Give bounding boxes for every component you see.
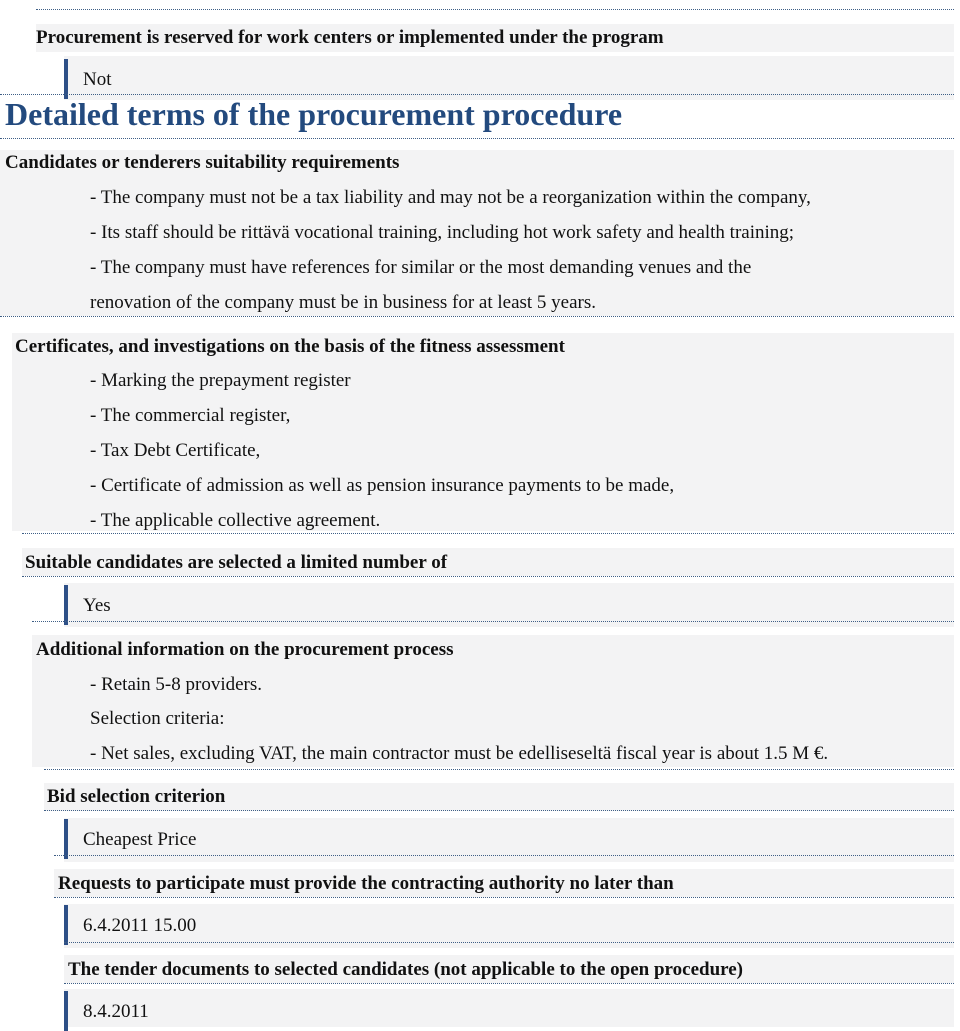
suitability-line: - Its staff should be rittävä vocational training, including hot work safety and health training;: [90, 222, 795, 243]
value-bar: [64, 905, 68, 945]
suitability-line: - The company must not be a tax liability and may not be a reorganization within the company,: [90, 187, 811, 208]
divider: [22, 533, 954, 534]
divider: [32, 621, 954, 622]
divider: [36, 9, 954, 10]
additional-info-line: - Retain 5-8 providers.: [90, 674, 263, 695]
divider: [54, 897, 954, 898]
value-bar: [64, 59, 68, 99]
tender-documents-value: [83, 999, 149, 1025]
page-title: Detailed terms of the procurement procedure: [5, 96, 623, 132]
divider: [64, 983, 954, 984]
suitability-line: - The company must have references for similar or the most demanding venues and the: [90, 257, 752, 278]
divider: [54, 855, 954, 856]
divider: [44, 769, 954, 770]
divider: [64, 942, 954, 943]
limited-number-value-text: Yes: [83, 595, 111, 616]
certificates-line: - Tax Debt Certificate,: [90, 440, 261, 461]
requests-deadline-heading: Requests to participate must provide the contracting authority no later than: [58, 871, 680, 897]
procurement-reserved-heading: Procurement is reserved for work centers or implemented under the program: [36, 25, 670, 51]
suitability-heading: Candidates or tenderers suitability requirements: [5, 150, 405, 176]
additional-info-line: Selection criteria:: [90, 708, 225, 729]
suitability-line: renovation of the company must be in business for at least 5 years.: [90, 292, 597, 313]
section-bg: [12, 333, 954, 531]
divider: [0, 138, 954, 139]
divider: [22, 576, 954, 577]
bid-selection-value: [83, 827, 196, 853]
additional-info-heading: Additional information on the procurement process: [36, 637, 459, 663]
certificates-line: - Certificate of admission as well as pension insurance payments to be made,: [90, 475, 675, 496]
divider: [44, 810, 954, 811]
requests-deadline-value: [83, 913, 196, 939]
additional-info-line: - Net sales, excluding VAT, the main contractor must be edelliseseltä fiscal year is about 1.5 M €.: [90, 743, 829, 764]
certificates-line: - The commercial register,: [90, 405, 291, 426]
procurement-reserved-value-text: Not: [83, 69, 112, 90]
tender-documents-heading: The tender documents to selected candidates (not applicable to the open procedure): [68, 957, 749, 983]
procurement-reserved-value: [83, 67, 112, 93]
bid-selection-heading: Bid selection criterion: [47, 784, 231, 810]
value-bar: [64, 819, 68, 859]
value-bar: [64, 585, 68, 625]
certificates-line: - The applicable collective agreement.: [90, 510, 381, 531]
tender-documents-value-text: 8.4.2011: [83, 1001, 149, 1022]
value-bg: [64, 989, 954, 1027]
limited-number-heading: Suitable candidates are selected a limited number of: [25, 550, 453, 576]
certificates-line: - Marking the prepayment register: [90, 370, 351, 391]
requests-deadline-value-text: 6.4.2011 15.00: [83, 915, 197, 936]
certificates-heading: Certificates, and investigations on the basis of the fitness assessment: [15, 334, 571, 360]
bid-selection-value-text: Cheapest Price: [83, 829, 197, 850]
limited-number-value: [83, 593, 111, 619]
divider: [0, 316, 954, 317]
value-bar: [64, 991, 68, 1031]
